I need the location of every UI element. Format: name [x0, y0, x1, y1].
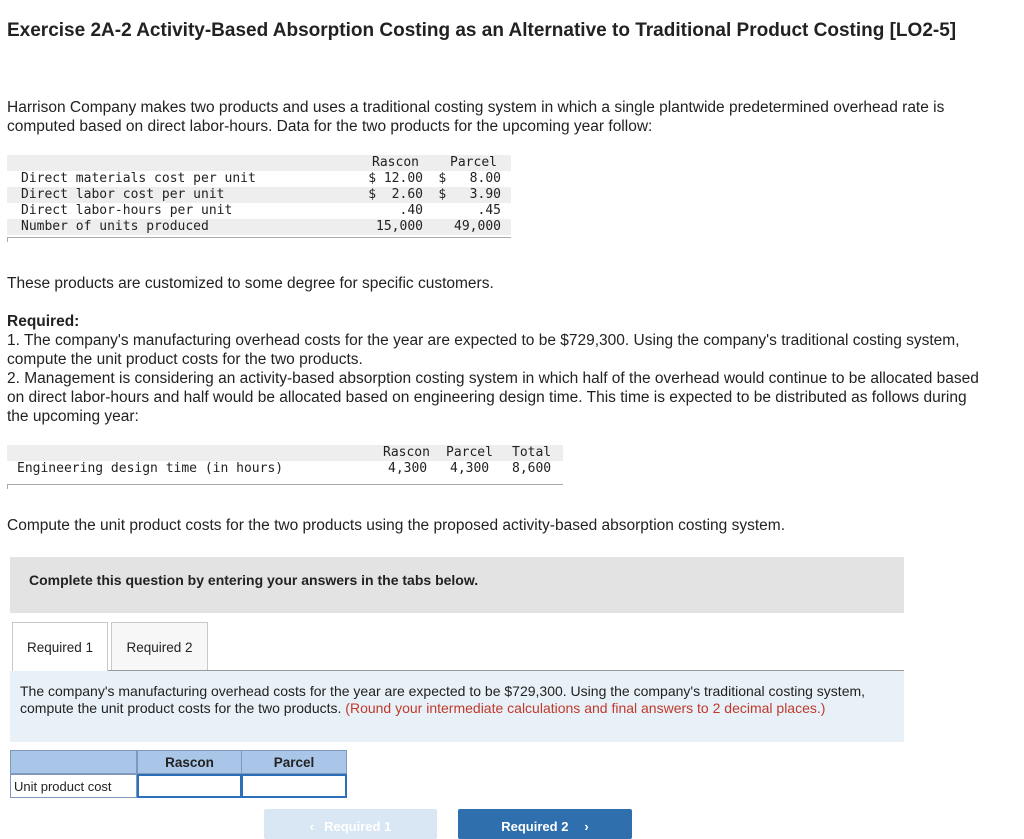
requirement-2-text: 2. Management is considering an activity-based absorption costing system in which half of the overhead would continue to be allocated based on direct labor-hours and half would be allocated based on engineering design time. This time is expected to be distributed as follows during the upcoming year:	[7, 370, 979, 425]
intro-text: Harrison Company makes two products and uses a traditional costing system in which a single plantwide predetermined overhead rate is computed based on direct labor-hours. Data for the two products for the upcoming year follow:	[7, 99, 945, 135]
compute-note: Compute the unit product costs for the two products using the proposed activity-based absorption costing system.	[7, 517, 785, 534]
requirement-1-text: 1. The company's manufacturing overhead costs for the year are expected to be $729,300. Using the company's traditional costing system, compute the unit product costs for the two products.	[7, 332, 960, 368]
column-header-parcel: Parcel	[450, 155, 497, 170]
next-button-label: Required 2	[501, 819, 569, 834]
row-label: Direct labor cost per unit	[21, 187, 225, 202]
customized-note: These products are customized to some degree for specific customers.	[7, 275, 494, 292]
chevron-right-icon: ›	[584, 819, 589, 834]
table-divider	[7, 484, 563, 485]
table-row	[7, 203, 511, 219]
rascon-value: $ 12.00	[368, 171, 423, 186]
column-header-rascon: Rascon	[372, 155, 419, 170]
question-panel	[10, 671, 904, 742]
instruction-text: Complete this question by entering your answers in the tabs below.	[29, 572, 479, 588]
row-label: Direct labor-hours per unit	[21, 203, 233, 218]
table-row	[7, 171, 511, 187]
column-header-rascon: Rascon	[383, 445, 430, 460]
parcel-value: .45	[477, 203, 501, 218]
parcel-value: $ 3.90	[438, 187, 501, 202]
rascon-value: 15,000	[376, 219, 423, 234]
next-tab-button[interactable]	[458, 809, 632, 839]
total-value: 8,600	[512, 461, 552, 476]
table-row	[7, 219, 511, 235]
product-data-table	[7, 155, 511, 243]
parcel-value: 4,300	[450, 461, 490, 476]
row-label: Number of units produced	[21, 219, 209, 234]
rascon-value: 4,300	[388, 461, 428, 476]
table-divider	[7, 237, 511, 238]
rounding-note: (Round your intermediate calculations and final answers to 2 decimal places.)	[345, 700, 826, 716]
table-header-row	[7, 155, 511, 171]
tab-required-1[interactable]: Required 1	[12, 622, 108, 671]
question-text: The company's manufacturing overhead costs for the year are expected to be $729,300. Using the company's traditional costing system, compute the unit product costs for the two products.	[20, 683, 866, 716]
answer-table-corner	[10, 750, 137, 774]
rascon-value: $ 2.60	[368, 187, 423, 202]
prev-button-label: Required 1	[324, 819, 392, 834]
rascon-value: .40	[399, 203, 423, 218]
answer-header-rascon: Rascon	[137, 750, 242, 774]
answer-header-parcel: Parcel	[241, 750, 347, 774]
page-title: Exercise 2A-2 Activity-Based Absorption Costing as an Alternative to Traditional Product Costing [LO2-5]	[7, 20, 957, 41]
row-label: Direct materials cost per unit	[21, 171, 256, 186]
parcel-unit-cost-input[interactable]	[241, 774, 347, 798]
table-row	[7, 187, 511, 203]
row-label: Engineering design time (in hours)	[17, 461, 284, 476]
required-heading: Required:	[7, 313, 80, 330]
chevron-left-icon: ‹	[309, 819, 315, 834]
answer-row-label: Unit product cost	[10, 774, 137, 798]
parcel-value: 49,000	[454, 219, 501, 234]
design-time-table	[7, 444, 563, 490]
tab-required-2[interactable]: Required 2	[111, 622, 208, 671]
column-header-total: Total	[512, 445, 552, 460]
prev-tab-button[interactable]	[264, 809, 437, 839]
instruction-box	[10, 557, 904, 613]
parcel-value: $ 8.00	[438, 171, 501, 186]
column-header-parcel: Parcel	[446, 445, 493, 460]
rascon-unit-cost-input[interactable]	[137, 774, 242, 798]
